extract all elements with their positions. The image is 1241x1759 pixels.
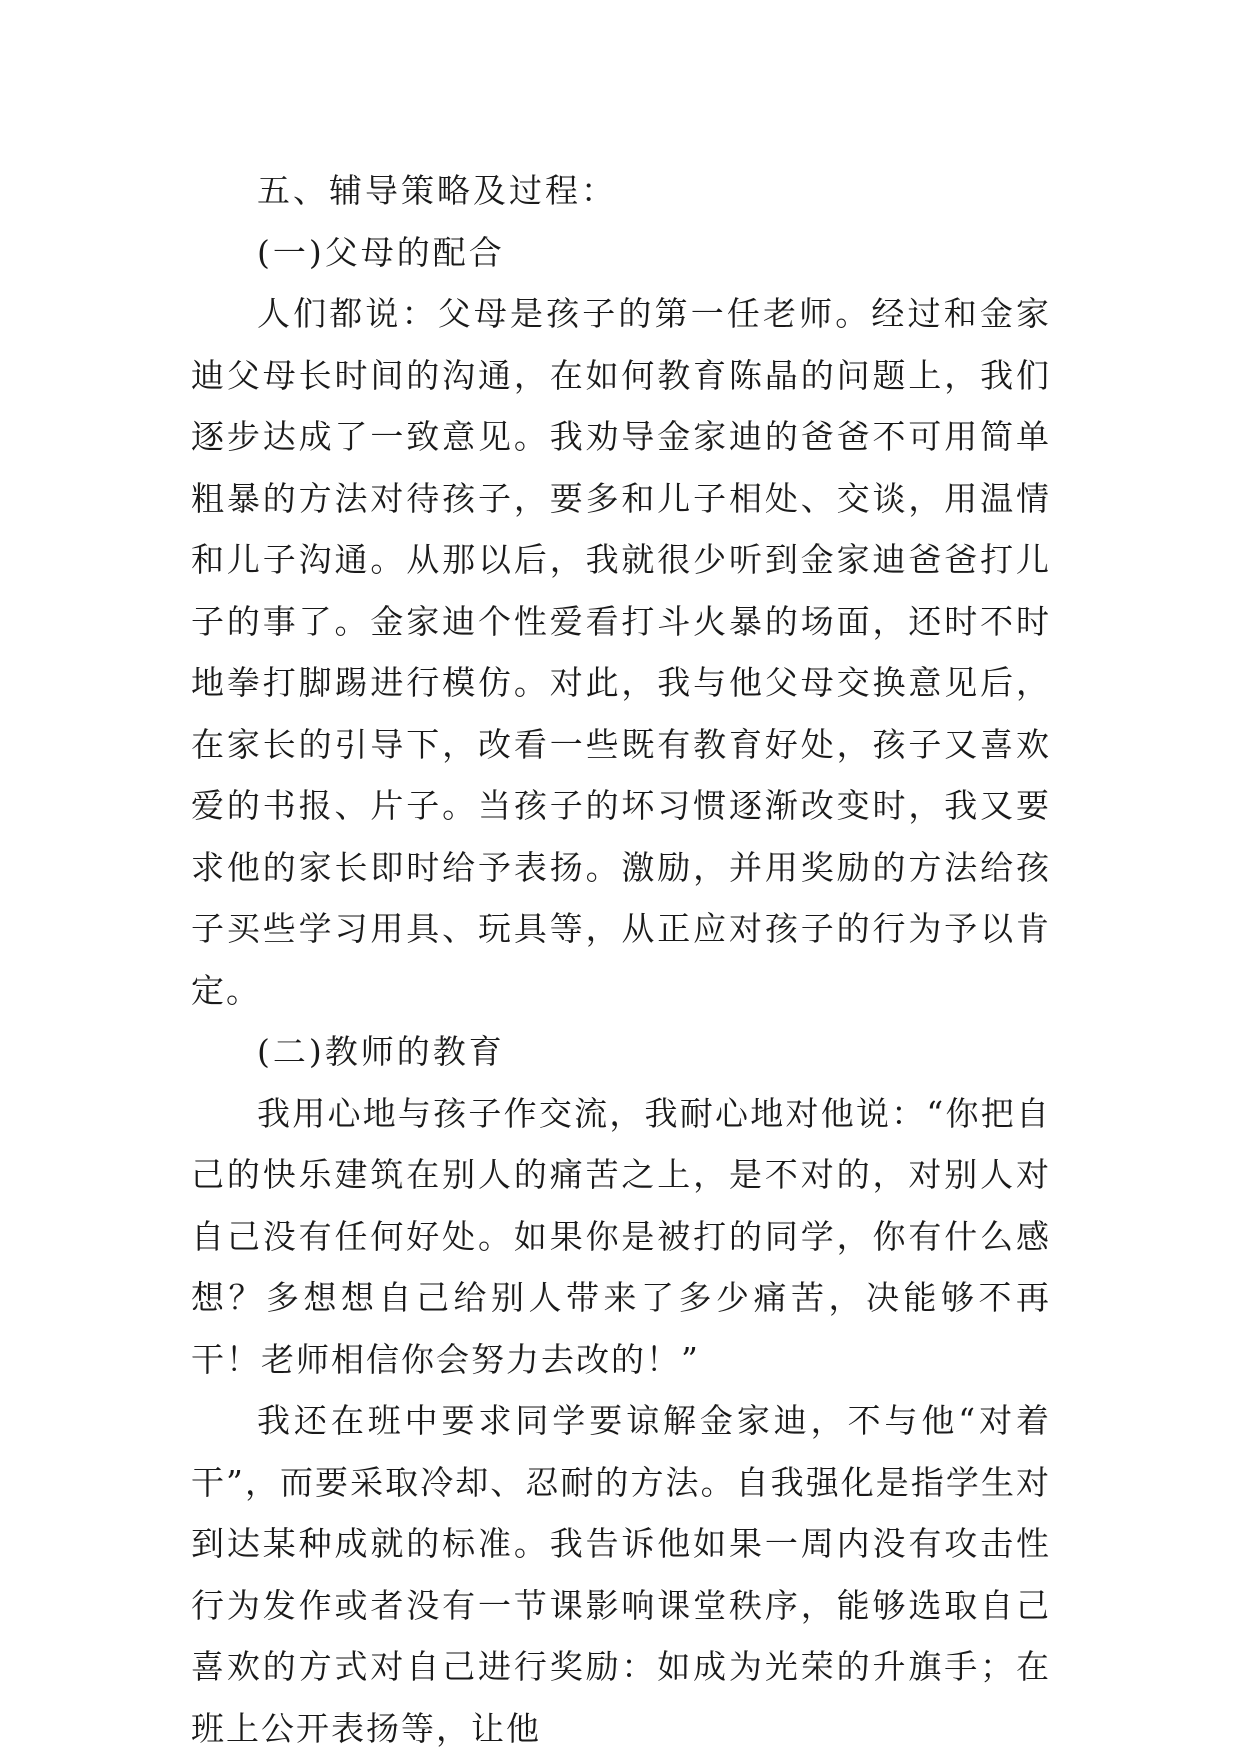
paragraph-teacher-talk: 我用心地与孩子作交流，我耐心地对他说：“你把自己的快乐建筑在别人的痛苦之上，是不对的，对别人对自己没有任何好处。如果你是被打的同学，你有什么感想？多想想自己给别人带来了多少痛苦，决能够不再干！老师相信你会努力去改的！”	[191, 1093, 1051, 1379]
paragraph-parents: 人们都说：父母是孩子的第一任老师。经过和金家迪父母长时间的沟通，在如何教育陈晶的问题上，我们逐步达成了一致意见。我劝导金家迪的爸爸不可用简单粗暴的方法对待孩子，要多和儿子相处、交谈，用温情和儿子沟通。从那以后，我就很少听到金家迪爸爸打儿子的事了。金家迪个性爱看打斗火暴的场面，还时不时地拳打脚踢进行模仿。对此，我与他父母交换意见后，在家长的引导下，改看一些既有教育好处，孩子又喜欢爱的书报、片子。当孩子的坏习惯逐渐改变时，我又要求他的家长即时给予表扬。激励，并用奖励的方法给孩子买些学习用具、玩具等，从正应对孩子的行为予以肯定。	[191, 294, 1051, 1010]
section-heading-strategy: 五、辅导策略及过程：	[257, 171, 617, 210]
subheading-parents: (一)父母的配合	[257, 232, 505, 272]
document-body	[191, 160, 1051, 1759]
paragraph-class-reinforcement: 我还在班中要求同学要谅解金家迪，不与他“对着干”，而要采取冷却、忍耐的方法。自我强化是指学生对到达某种成就的标准。我告诉他如果一周内没有攻击性行为发作或者没有一节课影响课堂秩序，能够选取自己喜欢的方式对自己进行奖励：如成为光荣的升旗手；在班上公开表扬等，让他	[191, 1401, 1051, 1748]
subheading-teacher: (二)教师的教育	[257, 1032, 505, 1071]
